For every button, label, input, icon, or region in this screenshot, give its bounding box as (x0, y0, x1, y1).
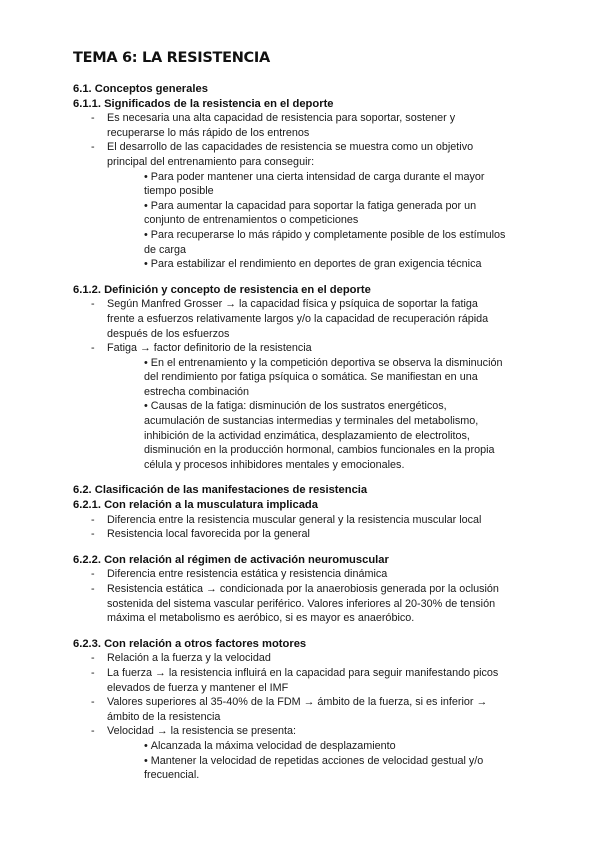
list-item: - Diferencia entre resistencia estática y resistencia dinámica (0, 567, 507, 582)
list-item: - Diferencia entre la resistencia muscular general y la resistencia muscular local (0, 513, 507, 528)
bullet-list (107, 739, 507, 783)
bullet-item: • Alcanzada la máxima velocidad de desplazamiento (144, 739, 507, 754)
subsection-heading: 6.1.2. Definición y concepto de resistencia en el deporte (73, 283, 371, 296)
section-6-1 (0, 82, 600, 472)
dash-list (0, 567, 600, 625)
list-item: - Relación a la fuerza y la velocidad (0, 651, 507, 666)
bullet-item: • Mantener la velocidad de repetidas acciones de velocidad gestual y/o frecuencial. (144, 754, 507, 783)
bullet-list (107, 170, 507, 272)
bullet-list (107, 356, 507, 473)
section-6-2 (0, 483, 600, 782)
subsection-heading: 6.2.2. Con relación al régimen de activación neuromuscular (73, 553, 389, 566)
section-heading: 6.1. Conceptos generales (73, 83, 208, 95)
bullet-item: • Para estabilizar el rendimiento en deportes de gran exigencia técnica (144, 257, 507, 272)
list-item: - Valores superiores al 35-40% de la FDM → ámbito de la fuerza, si es inferior → ámbito de la resistencia (0, 695, 507, 724)
list-item (0, 140, 507, 271)
section-heading: 6.2. Clasificación de las manifestaciones de resistencia (73, 484, 368, 497)
list-item-text: Fatiga → factor definitorio de la resistencia (107, 342, 312, 355)
list-item (0, 341, 507, 472)
list-item: - Según Manfred Grosser → la capacidad física y psíquica de soportar la fatiga frente a esfuerzos relativamente largos y/o la capacidad de recuperación rápida después de los esfuerzos (0, 297, 507, 341)
list-item-text: Velocidad → la resistencia se presenta: (107, 725, 297, 738)
list-item (0, 724, 507, 782)
subsection-heading: 6.1.1. Significados de la resistencia en el deporte (73, 97, 334, 110)
bullet-item: • En el entrenamiento y la competición deportiva se observa la disminución del rendimiento por fatiga psíquica o somática. Se manifiestan en una estrecha combinación (144, 356, 507, 400)
dash-list (0, 513, 600, 542)
list-item-text: El desarrollo de las capacidades de resistencia se muestra como un objetivo principal del entrenamiento para conseguir: (107, 141, 474, 168)
list-item: - Es necesaria una alta capacidad de resistencia para soportar, sostener y recuperarse lo más rápido de los entrenos (0, 111, 507, 140)
document-title: TEMA 6: LA RESISTENCIA (73, 50, 270, 66)
bullet-item: • Para recuperarse lo más rápido y completamente posible de los estímulos de carga (144, 228, 507, 257)
dash-list (0, 111, 600, 272)
bullet-item: • Causas de la fatiga: disminución de los sustratos energéticos, acumulación de sustancias intermedias y terminales del metabolismo, inhibición de la actividad enzimática, desplazamiento de electrolitos, disminución en la producción hormonal, cambios funcionales en la propia célula y procesos inhibidores mentales y emocionales. (144, 399, 507, 472)
list-item: - La fuerza → la resistencia influirá en la capacidad para seguir manifestando picos elevados de fuerza y mantener el IMF (0, 666, 507, 695)
bullet-item: • Para poder mantener una cierta intensidad de carga durante el mayor tiempo posible (144, 170, 507, 199)
subsection-heading: 6.2.1. Con relación a la musculatura implicada (73, 499, 318, 512)
dash-list (0, 297, 600, 472)
list-item: - Resistencia estática → condicionada por la anaerobiosis generada por la oclusión sostenida del sistema vascular periférico. Valores inferiores al 20-30% de tensión máxima el metabolismo es aeróbico, si es mayor es anaeróbico. (0, 582, 507, 626)
list-item: - Resistencia local favorecida por la general (0, 527, 507, 542)
document-body (0, 82, 600, 783)
bullet-item: • Para aumentar la capacidad para soportar la fatiga generada por un conjunto de entrenamientos o competiciones (144, 199, 507, 228)
dash-list (0, 651, 600, 782)
subsection-heading: 6.2.3. Con relación a otros factores motores (73, 637, 307, 650)
